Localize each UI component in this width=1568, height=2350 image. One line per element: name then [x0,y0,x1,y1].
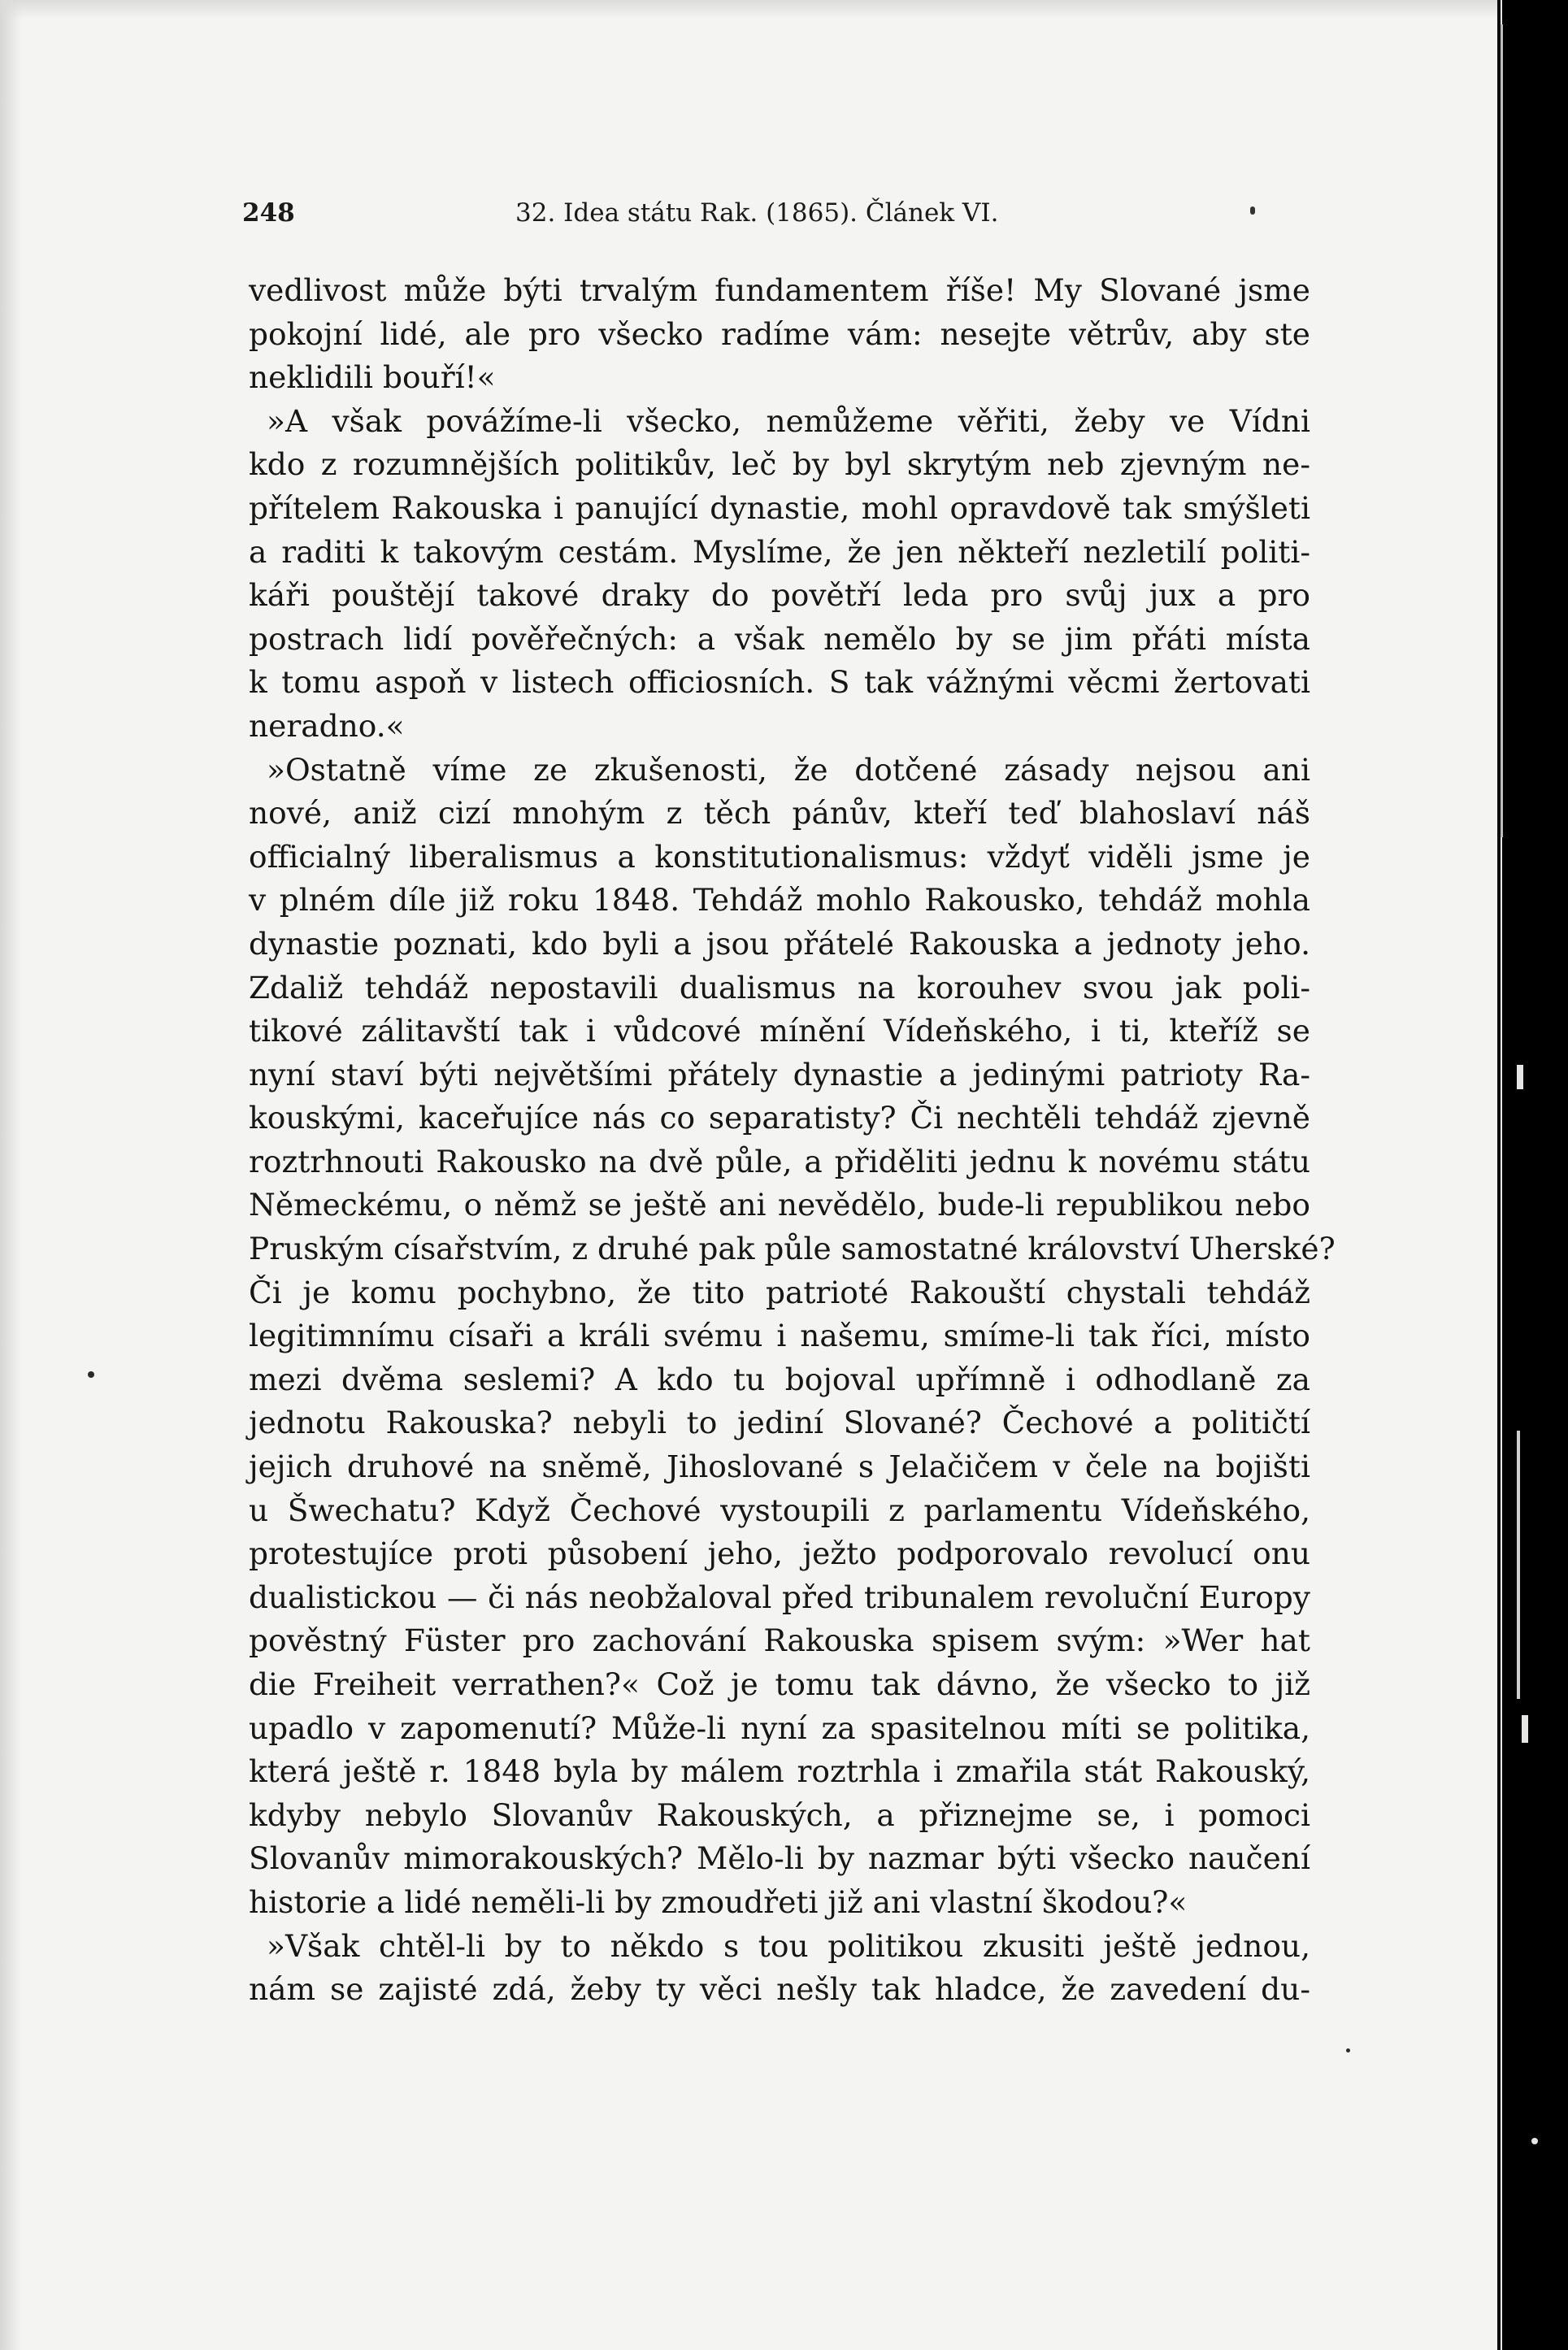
text-line: Slovanův mimorakouských? Mělo-li by nazmar býti všecko naučení [249,1840,1310,1877]
text-line: nám se zajisté zdá, žeby ty věci nešly tak hladce, že zavedení du- [249,1971,1310,2008]
text-line: die Freiheit verrathen?« Což je tomu tak dávno, že všecko to již [249,1666,1310,1702]
paragraph-start-line: »Však chtěl-li by to někdo s tou politikou zkusiti ještě jednou, [267,1927,1310,1964]
text-line: protestujíce proti působení jeho, ježto podporovalo revolucí onu [249,1536,1310,1572]
text-line: kouskými, kaceřujíce nás co separatisty? Či nechtěli tehdáž zjevně [249,1100,1310,1136]
text-line: káři pouštějí takové draky do povětří leda pro svůj jux a pro [249,577,1310,614]
text-line: a raditi k takovým cestám. Myslíme, že jen někteří nezletilí politi- [249,533,1310,570]
text-line: mezi dvěma seslemi? A kdo tu bojoval upřímně i odhodlaně za [249,1361,1310,1397]
text-line: která ještě r. 1848 byla by málem roztrhla i zmařila stát Rakouský, [249,1753,1310,1790]
text-line: neklidili bouří!« [249,359,496,396]
text-line: jejich druhové na sněmě, Jihoslované s Jelačičem v čele na bojišti [249,1449,1310,1485]
spine-notch [1517,1065,1523,1089]
text-line: kdo z rozumnějších politikův, leč by byl skrytým neb zjevným ne- [249,446,1310,483]
page-number: 248 [242,198,295,228]
text-line: nové, aniž cizí mnohým z těch pánův, kteří teď blahoslaví náš [249,795,1310,832]
text-line: neradno.« [249,707,405,744]
margin-speck [1346,2048,1350,2052]
text-line: historie a lidé neměli-li by zmoudřeti již ani vlastní škodou?« [249,1883,1188,1920]
text-line: dualistickou — či nás neobžaloval před tribunalem revoluční Europy [249,1579,1310,1615]
paragraph-start-line: »Ostatně víme ze zkušenosti, že dotčené zásady nejsou ani [267,751,1310,788]
ink-speck [1250,206,1255,215]
text-line: legitimnímu císaři a králi svému i našemu, smíme-li tak říci, místo [249,1318,1310,1354]
text-line: roztrhnouti Rakousko na dvě půle, a přiděliti jednu k novému státu [249,1143,1310,1179]
text-line: u Šwechatu? Když Čechové vystoupili z parlamentu Vídeňského, [249,1492,1310,1528]
margin-speck [88,1371,94,1378]
body-text [249,269,1336,2012]
text-line: officialný liberalismus a konstitutionalismus: vždyť viděli jsme je [249,838,1310,875]
paragraph-start-line: »A však povážíme-li všecko, nemůžeme věřiti, žeby ve Vídni [267,402,1310,439]
text-line: k tomu aspoň v listech officiosních. S tak vážnými věcmi žertovati [249,664,1310,701]
text-line: pokojní lidé, ale pro všecko radíme vám: nesejte větrův, aby ste [249,315,1310,352]
text-line: Zdaliž tehdáž nepostavili dualismus na korouhev svou jak poli- [249,969,1310,1006]
text-line: postrach lidí pověřečných: a však nemělo by se jim přáti místa [249,620,1310,657]
spine-line [1501,24,1503,837]
text-line: tikové zálitavští tak i vůdcové mínění Vídeňského, i ti, kteříž se [249,1013,1310,1049]
text-line: jednotu Rakouska? nebyli to jediní Slované? Čechové a političtí [249,1405,1310,1441]
text-line: Německému, o němž se ještě ani nevědělo, bude-li republikou nebo [249,1187,1310,1223]
text-line: Pruským císařstvím, z druhé pak půle samostatné království Uherské? [249,1231,1336,1267]
spine-notch [1522,1715,1528,1743]
page-header [242,198,1299,247]
text-line: přítelem Rakouska i panující dynastie, mohl opravdově tak smýšleti [249,489,1310,526]
running-title: 32. Idea státu Rak. (1865). Článek VI. [515,198,999,228]
text-line: dynastie poznati, kdo byli a jsou přátelé Rakouska a jednoty jeho. [249,925,1310,962]
text-line: upadlo v zapomenutí? Může-li nyní za spasitelnou míti se politika, [249,1709,1310,1746]
text-line: Či je komu pochybno, že tito patrioté Rakouští chystali tehdáž [249,1274,1310,1310]
spine-line [1517,1431,1520,1699]
spine-dot [1531,2138,1538,2144]
text-line: vedlivost může býti trvalým fundamentem říše! My Slované jsme [249,272,1310,308]
text-line: nyní staví býti největšími přátely dynastie a jedinými patrioty Ra- [249,1056,1310,1092]
text-line: pověstný Füster pro zachování Rakouska spisem svým: »Wer hat [249,1622,1310,1659]
text-line: v plném díle již roku 1848. Tehdáž mohlo Rakousko, tehdáž mohla [249,882,1310,919]
text-line: kdyby nebylo Slovanův Rakouských, a přiznejme se, i pomoci [249,1796,1310,1833]
